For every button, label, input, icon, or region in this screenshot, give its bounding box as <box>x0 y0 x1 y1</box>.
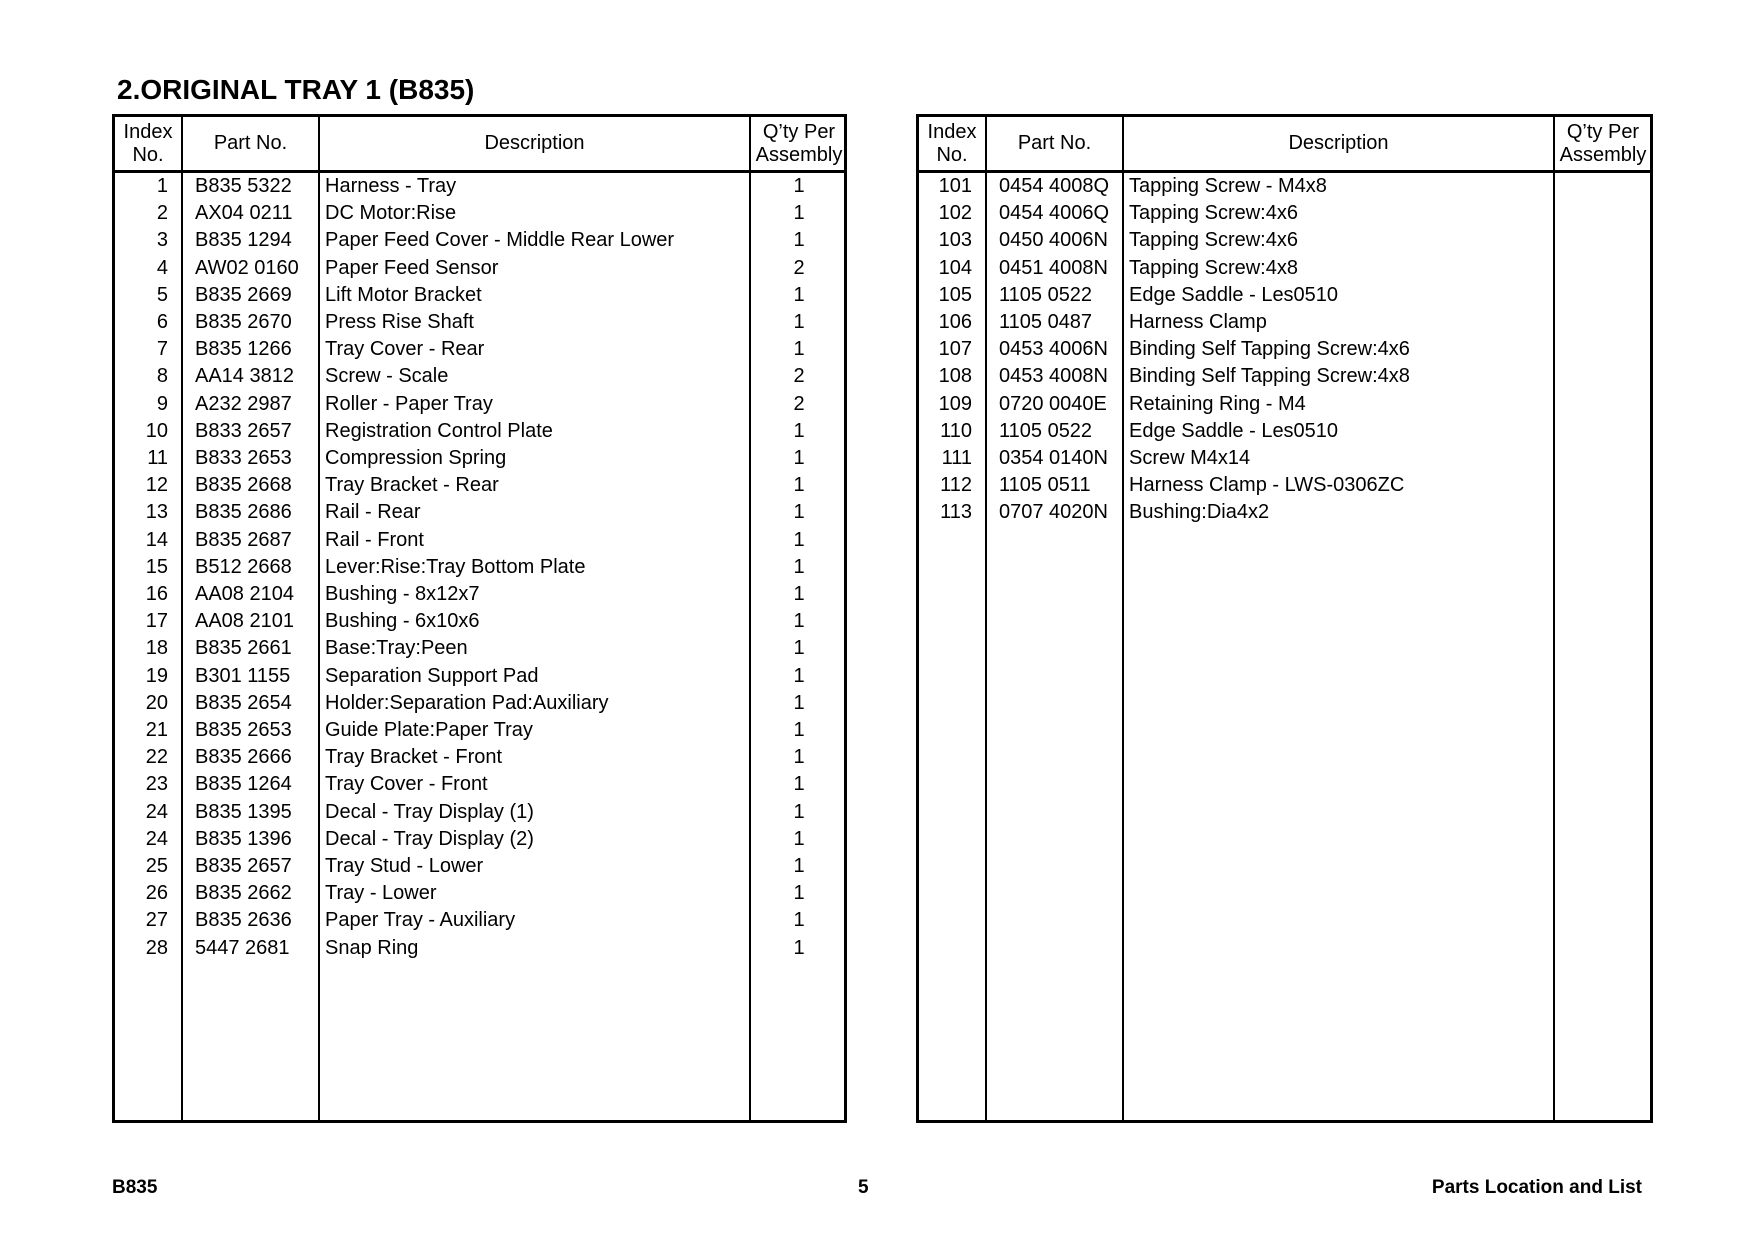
cell-index: 3 <box>156 229 168 252</box>
table-row <box>115 717 844 744</box>
cell-qty <box>1555 309 1651 336</box>
cell-qty: 1 <box>793 773 805 796</box>
table-row <box>919 445 1650 472</box>
cell-part-no: 0720 0040E <box>999 392 1107 415</box>
cell-qty: 1 <box>793 528 805 551</box>
cell-part-no: AW02 0160 <box>195 256 299 279</box>
cell-part-no: 1105 0522 <box>999 283 1093 306</box>
cell-qty: 1 <box>793 610 805 633</box>
cell-description: Paper Feed Cover - Middle Rear Lower <box>325 229 675 252</box>
cell-qty <box>1555 472 1651 499</box>
cell-part-no: B835 2687 <box>195 528 292 551</box>
cell-index: 113 <box>940 501 972 524</box>
table-row <box>919 418 1650 445</box>
table-row <box>115 255 844 282</box>
cell-part-no: B835 2670 <box>195 311 292 333</box>
cell-description: Tray - Lower <box>325 882 437 905</box>
table-row <box>115 880 844 907</box>
cell-index: 5 <box>156 283 168 306</box>
cell-description: Tray Bracket - Rear <box>325 474 499 497</box>
cell-description: Base:Tray:Peen <box>325 637 468 660</box>
header-description: Description <box>484 132 585 154</box>
cell-part-no: B835 1396 <box>195 827 292 850</box>
table-row <box>115 799 844 826</box>
cell-description: Tray Bracket - Front <box>325 746 503 769</box>
cell-index: 14 <box>145 528 168 551</box>
cell-description: Guide Plate:Paper Tray <box>325 719 533 741</box>
cell-qty: 1 <box>793 338 805 361</box>
cell-description: Rail - Front <box>325 528 424 551</box>
cell-description: Press Rise Shaft <box>325 311 474 333</box>
cell-qty <box>1555 173 1651 200</box>
table-row <box>919 282 1650 309</box>
table-row <box>115 227 844 254</box>
cell-index: 4 <box>156 256 168 279</box>
table-row <box>115 282 844 309</box>
cell-qty: 1 <box>793 311 805 333</box>
parts-table-right <box>916 114 1653 1123</box>
cell-index: 102 <box>938 202 972 225</box>
cell-qty: 1 <box>793 229 805 252</box>
table-row <box>115 853 844 880</box>
table-row <box>919 200 1650 227</box>
cell-index: 13 <box>145 501 168 524</box>
cell-part-no: B835 2657 <box>195 855 292 877</box>
cell-description: Registration Control Plate <box>325 419 553 442</box>
cell-qty: 1 <box>793 936 805 959</box>
cell-qty: 2 <box>793 392 805 415</box>
cell-qty: 1 <box>793 855 805 877</box>
cell-description: Holder:Separation Pad:Auxiliary <box>325 691 609 714</box>
table-row <box>115 690 844 717</box>
table-row <box>115 608 844 635</box>
cell-description: Harness Clamp <box>1129 311 1267 333</box>
cell-description: Tray Cover - Front <box>325 773 488 796</box>
cell-index: 25 <box>145 855 168 877</box>
cell-part-no: B835 1266 <box>195 338 292 361</box>
cell-qty <box>1555 255 1651 282</box>
cell-index: 24 <box>145 800 168 823</box>
cell-part-no: B835 1395 <box>195 800 292 823</box>
cell-index: 107 <box>938 338 972 361</box>
cell-part-no: 1105 0487 <box>999 311 1093 333</box>
table-row <box>919 173 1650 200</box>
cell-index: 103 <box>938 229 972 252</box>
cell-qty <box>1555 282 1651 309</box>
cell-index: 2 <box>156 202 168 225</box>
cell-description: Binding Self Tapping Screw:4x8 <box>1129 365 1410 388</box>
table-row <box>919 309 1650 336</box>
cell-index: 22 <box>145 746 168 769</box>
cell-index: 7 <box>156 338 168 361</box>
cell-part-no: AA08 2101 <box>195 610 294 633</box>
header-qty: Q’ty Per Assembly <box>1559 120 1647 166</box>
cell-index: 105 <box>938 283 972 306</box>
table-row <box>115 935 844 962</box>
cell-description: Decal - Tray Display (2) <box>325 827 534 850</box>
table-row <box>919 472 1650 499</box>
cell-part-no: B835 2669 <box>195 283 292 306</box>
cell-index: 28 <box>145 936 168 959</box>
table-row <box>919 227 1650 254</box>
cell-qty: 1 <box>793 419 805 442</box>
cell-index: 111 <box>941 447 972 469</box>
cell-part-no: AA14 3812 <box>195 365 294 388</box>
cell-description: Rail - Rear <box>325 501 421 524</box>
cell-index: 19 <box>145 664 168 687</box>
cell-description: Screw M4x14 <box>1129 447 1251 469</box>
cell-part-no: 0354 0140N <box>999 447 1108 469</box>
cell-part-no: B835 2653 <box>195 719 292 741</box>
header-index: Index No. <box>123 120 173 166</box>
cell-part-no: 5447 2681 <box>195 936 290 959</box>
cell-index: 8 <box>156 365 168 388</box>
cell-description: Paper Tray - Auxiliary <box>325 909 516 932</box>
cell-qty: 1 <box>793 202 805 225</box>
header-part-no: Part No. <box>1017 132 1092 154</box>
cell-qty: 1 <box>793 555 805 578</box>
cell-description: Harness Clamp - LWS-0306ZC <box>1129 474 1405 497</box>
cell-index: 12 <box>145 474 168 497</box>
cell-qty <box>1555 391 1651 418</box>
cell-description: Edge Saddle - Les0510 <box>1129 283 1339 306</box>
header-index: Index No. <box>927 120 977 166</box>
cell-part-no: AX04 0211 <box>195 202 293 225</box>
cell-qty: 1 <box>793 664 805 687</box>
cell-index: 9 <box>156 392 168 415</box>
cell-qty <box>1555 363 1651 390</box>
cell-part-no: AA08 2104 <box>195 583 294 605</box>
cell-description: Binding Self Tapping Screw:4x6 <box>1129 338 1410 361</box>
table-row <box>115 771 844 798</box>
table-row <box>115 445 844 472</box>
table-row <box>115 826 844 853</box>
cell-index: 16 <box>145 583 168 605</box>
cell-description: Tapping Screw:4x8 <box>1129 256 1298 279</box>
cell-part-no: B301 1155 <box>195 664 291 687</box>
table-row <box>115 499 844 526</box>
cell-description: Snap Ring <box>325 936 419 959</box>
cell-index: 11 <box>147 447 168 469</box>
cell-index: 109 <box>938 392 972 415</box>
footer-page-number: 5 <box>858 1177 869 1198</box>
table-row <box>115 907 844 934</box>
table-row <box>115 391 844 418</box>
cell-qty <box>1555 499 1651 526</box>
cell-index: 15 <box>145 555 168 578</box>
cell-part-no: B835 2662 <box>195 882 292 905</box>
cell-index: 21 <box>145 719 168 741</box>
page-title: 2.ORIGINAL TRAY 1 (B835) <box>117 74 475 105</box>
table-row <box>115 581 844 608</box>
table-row <box>919 255 1650 282</box>
cell-index: 20 <box>145 691 168 714</box>
table-row <box>115 363 844 390</box>
table-row <box>115 635 844 662</box>
cell-description: Separation Support Pad <box>325 664 539 687</box>
cell-description: Lift Motor Bracket <box>325 283 482 306</box>
cell-description: Screw - Scale <box>325 365 449 388</box>
cell-qty: 1 <box>793 909 805 932</box>
cell-qty <box>1555 200 1651 227</box>
cell-part-no: 0707 4020N <box>999 501 1108 524</box>
cell-index: 10 <box>145 419 168 442</box>
cell-description: Harness - Tray <box>325 175 457 197</box>
parts-table-left <box>112 114 847 1123</box>
cell-part-no: 0454 4006Q <box>999 202 1110 225</box>
header-description: Description <box>1288 132 1389 154</box>
cell-qty: 1 <box>793 175 805 197</box>
cell-part-no: 1105 0522 <box>999 419 1093 442</box>
cell-qty: 1 <box>793 583 805 605</box>
cell-qty: 1 <box>793 474 805 497</box>
cell-qty: 1 <box>793 501 805 524</box>
cell-index: 1 <box>156 175 168 197</box>
cell-description: Tray Cover - Rear <box>325 338 485 361</box>
cell-qty: 1 <box>793 800 805 823</box>
cell-index: 106 <box>938 311 972 333</box>
cell-index: 108 <box>938 365 972 388</box>
cell-part-no: B835 2666 <box>195 746 292 769</box>
table-row <box>115 418 844 445</box>
cell-description: Tapping Screw:4x6 <box>1129 229 1298 252</box>
cell-qty: 2 <box>793 365 805 388</box>
table-row <box>115 663 844 690</box>
footer-section-title: Parts Location and List <box>1431 1177 1642 1198</box>
cell-description: Bushing - 6x10x6 <box>325 610 480 633</box>
table-row <box>115 744 844 771</box>
cell-part-no: B833 2653 <box>195 447 292 469</box>
cell-part-no: 1105 0511 <box>999 474 1091 497</box>
cell-qty: 1 <box>793 746 805 769</box>
cell-description: Lever:Rise:Tray Bottom Plate <box>325 555 586 578</box>
cell-index: 27 <box>145 909 168 932</box>
cell-description: Decal - Tray Display (1) <box>325 800 534 823</box>
table-row <box>115 309 844 336</box>
cell-index: 112 <box>940 474 972 497</box>
cell-description: Retaining Ring - M4 <box>1129 392 1306 415</box>
cell-description: DC Motor:Rise <box>325 202 457 225</box>
table-row <box>115 173 844 200</box>
cell-qty <box>1555 336 1651 363</box>
cell-description: Edge Saddle - Les0510 <box>1129 419 1339 442</box>
table-row <box>919 336 1650 363</box>
cell-index: 104 <box>938 256 972 279</box>
cell-part-no: A232 2987 <box>195 392 292 415</box>
cell-description: Bushing - 8x12x7 <box>325 583 480 605</box>
cell-part-no: B835 2668 <box>195 474 292 497</box>
cell-description: Roller - Paper Tray <box>325 392 493 415</box>
header-part-no: Part No. <box>213 132 288 154</box>
cell-part-no: 0451 4008N <box>999 256 1108 279</box>
cell-index: 23 <box>145 773 168 796</box>
cell-qty: 1 <box>793 691 805 714</box>
table-row <box>919 499 1650 526</box>
header-qty: Q’ty Per Assembly <box>755 120 843 166</box>
footer-model: B835 <box>112 1177 158 1198</box>
cell-description: Tapping Screw - M4x8 <box>1129 175 1327 197</box>
cell-qty <box>1555 445 1651 472</box>
cell-index: 6 <box>156 311 168 333</box>
table-row <box>115 472 844 499</box>
cell-part-no: 0453 4008N <box>999 365 1108 388</box>
cell-qty: 1 <box>793 882 805 905</box>
table-row <box>115 554 844 581</box>
cell-part-no: 0450 4006N <box>999 229 1108 252</box>
cell-qty: 1 <box>793 637 805 660</box>
table-row <box>919 391 1650 418</box>
cell-part-no: 0453 4006N <box>999 338 1108 361</box>
table-row <box>115 527 844 554</box>
cell-description: Tapping Screw:4x6 <box>1129 202 1298 225</box>
cell-part-no: B835 2661 <box>195 637 292 660</box>
cell-qty: 1 <box>793 719 805 741</box>
cell-part-no: B835 1294 <box>195 229 292 252</box>
cell-qty: 1 <box>793 447 805 469</box>
cell-qty <box>1555 227 1651 254</box>
cell-description: Tray Stud - Lower <box>325 855 484 877</box>
cell-qty: 1 <box>793 827 805 850</box>
cell-part-no: B835 5322 <box>195 175 292 197</box>
cell-description: Bushing:Dia4x2 <box>1129 501 1270 524</box>
cell-index: 17 <box>145 610 168 633</box>
cell-index: 18 <box>145 637 168 660</box>
cell-part-no: B835 1264 <box>195 773 292 796</box>
cell-part-no: B835 2654 <box>195 691 292 714</box>
cell-qty <box>1555 418 1651 445</box>
cell-index: 26 <box>145 882 168 905</box>
table-row <box>115 336 844 363</box>
cell-part-no: B835 2636 <box>195 909 292 932</box>
cell-qty: 1 <box>793 283 805 306</box>
table-row <box>115 200 844 227</box>
table-row <box>919 363 1650 390</box>
cell-index: 24 <box>145 827 168 850</box>
cell-part-no: B835 2686 <box>195 501 292 524</box>
cell-description: Compression Spring <box>325 447 507 469</box>
cell-part-no: B833 2657 <box>195 419 292 442</box>
cell-description: Paper Feed Sensor <box>325 256 499 279</box>
cell-part-no: B512 2668 <box>195 555 292 578</box>
cell-index: 101 <box>938 175 972 197</box>
cell-qty: 2 <box>793 256 805 279</box>
cell-index: 110 <box>940 419 972 442</box>
cell-part-no: 0454 4008Q <box>999 175 1110 197</box>
